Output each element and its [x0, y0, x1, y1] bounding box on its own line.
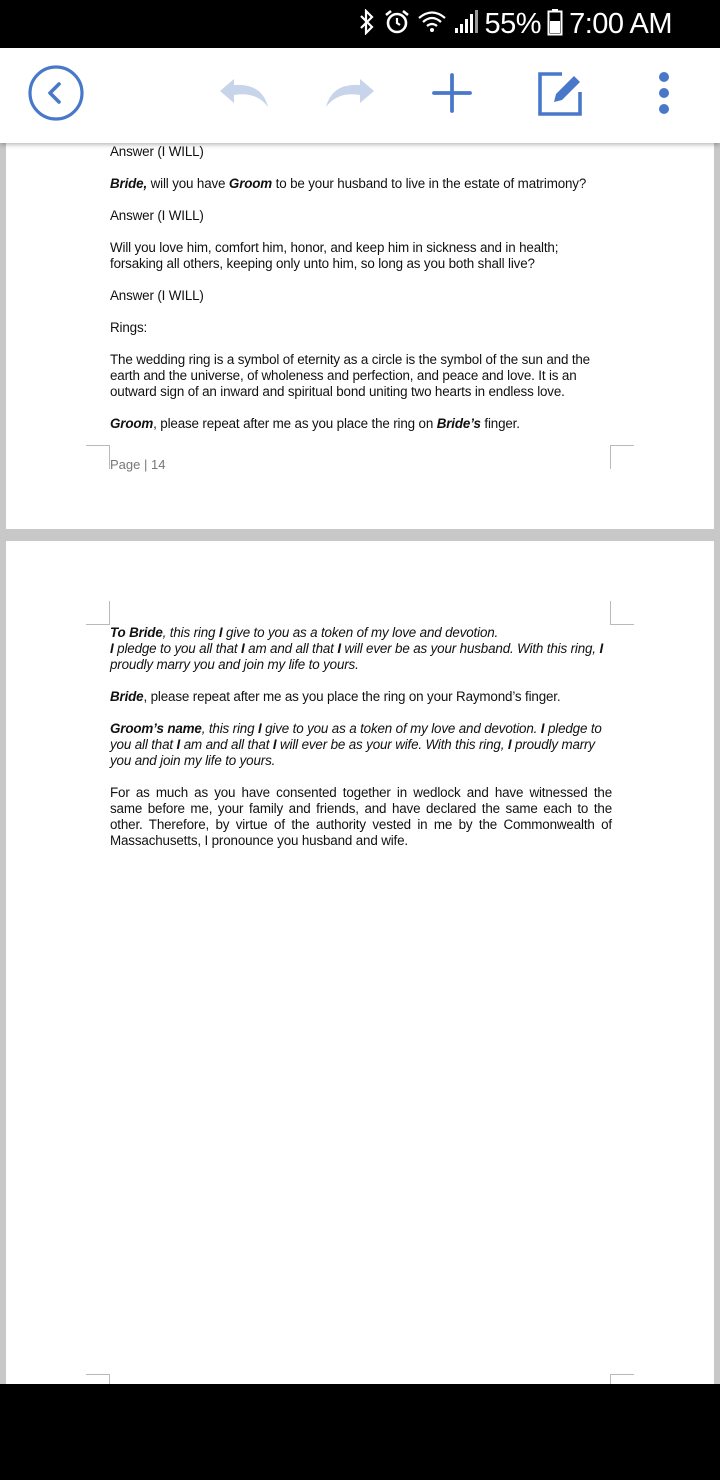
- vow-text-i: I: [257, 721, 262, 736]
- vow-text: proudly marry you and join my life to yours.: [110, 737, 595, 768]
- clock: 7:00 AM: [569, 7, 672, 40]
- bluetooth-icon: [357, 9, 377, 40]
- vow-text: give to you as a token of my love and devotion.: [222, 625, 499, 640]
- answer-line-3: Answer (I WILL): [110, 288, 204, 303]
- grooms-name: Groom’s name: [110, 721, 202, 736]
- undo-icon: [216, 73, 272, 118]
- margin-corner-mark: [610, 601, 634, 625]
- bride-name: To Bride: [110, 625, 163, 640]
- plus-icon: [430, 71, 474, 120]
- vow-text: , this ring: [201, 721, 258, 736]
- vow-question: Will you love him, comfort him, honor, and keep him in sickness and in health; forsaking all others, keeping only unto him, so long as you both shall live?: [110, 240, 559, 271]
- back-button[interactable]: [22, 48, 90, 143]
- vow-text: give to you as a token of my love and devotion.: [261, 721, 541, 736]
- groom-name: Groom: [110, 416, 154, 431]
- document-page-15: [6, 541, 714, 1384]
- pronouncement-paragraph: For as much as you have consented together in wedlock and have witnessed the same before me, your family and friends, and have declared the same each to the other. Therefore, by virtue of the authority vested in me by the Commonwealth of Massachusetts, I pronounce you husband and wife.: [110, 785, 612, 848]
- bride-ring-vow: [110, 721, 612, 769]
- vow-text: will ever be as your husband. With this ring,: [340, 641, 600, 656]
- vow-text: am and all that: [244, 641, 338, 656]
- vow-text-i: I: [272, 737, 277, 752]
- vow-text: proudly marry you and join my life to yours.: [110, 657, 359, 672]
- redo-icon: [322, 73, 378, 118]
- back-circle-icon: [28, 65, 84, 126]
- vow-text: , this ring: [162, 625, 219, 640]
- groom-ring-vow: [110, 625, 612, 673]
- ring-symbol-paragraph: The wedding ring is a symbol of eternity as a circle is the symbol of the sun and the earth and the universe, of wholeness and perfection, and peace and love. It is an outward sign of an inward and spiritual bond uniting two hearts in endless love.: [110, 352, 590, 399]
- vow-text: pledge to you all that: [113, 641, 242, 656]
- bride-name: Bride: [110, 689, 144, 704]
- vow-text: am and all that: [180, 737, 273, 752]
- add-button[interactable]: [424, 48, 480, 143]
- margin-corner-mark: [610, 445, 634, 469]
- undo-button[interactable]: [212, 48, 276, 143]
- vow-text: will ever be as your wife. With this ring,: [276, 737, 508, 752]
- status-icons: [357, 0, 672, 48]
- navigation-bar: [0, 1384, 720, 1480]
- vow-text-i: I: [241, 641, 245, 656]
- document-page-14: [6, 143, 714, 529]
- edit-icon: [534, 68, 584, 123]
- wifi-icon: [417, 9, 447, 40]
- groom-ring-instruction: [110, 416, 612, 432]
- page-footer: Page | 14: [110, 457, 166, 472]
- edit-button[interactable]: [530, 48, 588, 143]
- battery-icon: [547, 8, 563, 41]
- vow-text-i: I: [110, 641, 114, 656]
- instruction-text: , please repeat after me as you place the ring on your Raymond’s finger.: [143, 689, 561, 704]
- vow-text-i: I: [218, 625, 223, 640]
- bride-ring-instruction: [110, 689, 612, 705]
- battery-percent: 55%: [484, 7, 542, 40]
- vow-text-i: I: [176, 737, 181, 752]
- bride-question: [110, 176, 612, 192]
- instruction-text: , please repeat after me as you place the ring on: [153, 416, 437, 431]
- status-bar: [0, 0, 720, 48]
- bride-name: Bride,: [110, 176, 148, 191]
- instruction-text-end: finger.: [480, 416, 520, 431]
- vow-text: pledge to you all that: [110, 721, 602, 752]
- document-toolbar: [0, 48, 720, 143]
- more-vertical-icon: [657, 71, 671, 120]
- margin-corner-mark: [86, 601, 110, 625]
- question-text-end: to be your husband to live in the estate of matrimony?: [272, 176, 587, 191]
- vow-text-i: I: [507, 737, 512, 752]
- redo-button[interactable]: [318, 48, 382, 143]
- alarm-icon: [383, 8, 411, 41]
- rings-heading: Rings:: [110, 320, 148, 335]
- answer-line-2: Answer (I WILL): [110, 208, 204, 223]
- answer-line-1: Answer (I WILL): [110, 144, 204, 159]
- question-text: will you have: [147, 176, 229, 191]
- vow-text-i: I: [599, 641, 604, 656]
- vow-text-i: I: [337, 641, 341, 656]
- vow-text-i: I: [540, 721, 545, 736]
- margin-corner-mark: [86, 445, 110, 469]
- groom-name: Groom: [228, 176, 273, 191]
- more-options-button[interactable]: [642, 48, 686, 143]
- bride-possessive: Bride’s: [436, 416, 481, 431]
- signal-icon: [453, 9, 479, 40]
